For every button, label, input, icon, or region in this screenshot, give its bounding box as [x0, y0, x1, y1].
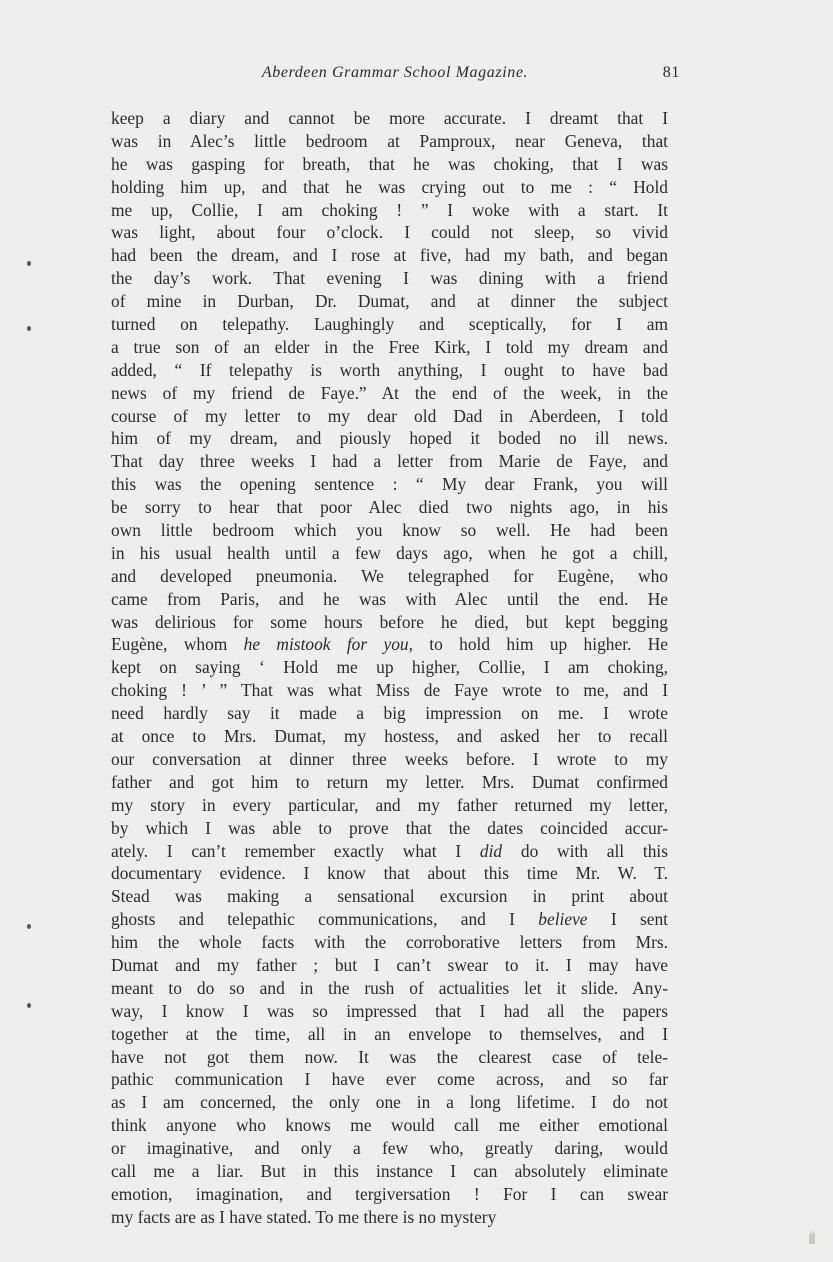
text-line [111, 1114, 668, 1137]
text-run: came from Paris, and he was with Alec until the end. He [111, 588, 668, 609]
margin-mark [27, 924, 31, 929]
text-run: him of my dream, and piously hoped it boded no ill news. [111, 428, 668, 449]
text-line [111, 450, 668, 473]
text-line [111, 1160, 668, 1183]
text-line [111, 679, 668, 702]
italic-phrase: believe [538, 909, 588, 930]
text-run: in his usual health until a few days ago, when he got a chill, [111, 542, 668, 563]
text-run: Dumat and my father ; but I can’t swear to it. I may have [111, 954, 668, 975]
text-line [111, 359, 668, 382]
text-line [111, 405, 668, 428]
running-head [110, 64, 680, 88]
text-run: choking ! ’ ” That was what Miss de Faye wrote to me, and I [111, 680, 668, 701]
text-run: call me a liar. But in this instance I can absolutely eliminate [111, 1160, 668, 1181]
text-line [111, 473, 668, 496]
text-run: as I am concerned, the only one in a long lifetime. I do not [111, 1092, 668, 1113]
text-line [111, 885, 668, 908]
text-run: documentary evidence. I know that about this time Mr. W. T. [111, 863, 668, 884]
text-run: was delirious for some hours before he died, but kept begging [111, 611, 668, 632]
text-line [111, 908, 668, 931]
text-line [111, 290, 668, 313]
text-line [111, 1206, 668, 1229]
margin-mark [27, 1003, 31, 1008]
text-line [111, 862, 668, 885]
text-line [111, 199, 668, 222]
text-run: course of my letter to my dear old Dad in Aberdeen, I told [111, 405, 668, 426]
text-run: Stead was making a sensational excursion in print about [111, 886, 668, 907]
text-run: and developed pneumonia. We telegraphed for Eugène, who [111, 565, 668, 586]
text-line [111, 840, 668, 863]
text-line [111, 588, 668, 611]
margin-mark [27, 326, 31, 331]
text-run: meant to do so and in the rush of actualities let it slide. Any- [111, 977, 668, 998]
text-run: think anyone who knows me would call me either emotional [111, 1115, 668, 1136]
text-run: news of my friend de Faye.” At the end of the week, in the [111, 382, 668, 403]
text-run: turned on telepathy. Laughingly and sceptically, for I am [111, 314, 668, 335]
text-run: Eugène, whom [111, 634, 244, 655]
text-line [111, 931, 668, 954]
text-line [111, 1068, 668, 1091]
text-line [111, 1137, 668, 1160]
text-line [111, 1046, 668, 1069]
text-run: my story in every particular, and my father returned my letter, [111, 794, 668, 815]
text-line [111, 107, 668, 130]
text-line [111, 954, 668, 977]
text-run: was in Alec’s little bedroom at Pamproux, near Geneva, that [111, 130, 668, 151]
text-line [111, 748, 668, 771]
text-run: pathic communication I have ever come across, and so far [111, 1069, 668, 1090]
text-run: our conversation at dinner three weeks before. I wrote to my [111, 748, 668, 769]
text-run: ghosts and telepathic communications, and I [111, 909, 539, 930]
text-line [111, 702, 668, 725]
text-run: me up, Collie, I am choking ! ” I woke with a start. It [111, 199, 668, 220]
italic-phrase: he mistook for you [243, 634, 409, 655]
body-text [111, 107, 668, 1229]
text-line [111, 542, 668, 565]
text-line [111, 130, 668, 153]
text-run: the day’s work. That evening I was dining with a friend [111, 268, 668, 289]
text-run: That day three weeks I had a letter from Marie de Faye, and [111, 451, 668, 472]
text-line [111, 313, 668, 336]
journal-title: Aberdeen Grammar School Magazine. [261, 64, 529, 81]
text-run: father and got him to return my letter. Mrs. Dumat confirmed [111, 771, 668, 792]
text-run: do with all this [502, 840, 668, 861]
text-line [111, 771, 668, 794]
text-run: or imaginative, and only a few who, greatly daring, would [111, 1138, 668, 1159]
text-run: by which I was able to prove that the dates coincided accur- [111, 817, 668, 838]
text-run: was light, about four o’clock. I could not sleep, so vivid [111, 222, 668, 243]
text-run: added, “ If telepathy is worth anything, I ought to have bad [111, 359, 668, 380]
text-line [111, 382, 668, 405]
text-line [111, 336, 668, 359]
text-run: , to hold him up higher. He [408, 634, 668, 655]
text-line [111, 427, 668, 450]
page-corner-mark [809, 1222, 815, 1244]
text-run: have not got them now. It was the clearest case of tele- [111, 1046, 668, 1067]
text-run: had been the dream, and I rose at five, had my bath, and began [111, 245, 668, 266]
text-line [111, 565, 668, 588]
text-run: him the whole facts with the corroborative letters from Mrs. [111, 932, 668, 953]
text-line [111, 221, 668, 244]
text-line [111, 267, 668, 290]
text-line [111, 153, 668, 176]
text-line [111, 977, 668, 1000]
text-run: way, I know I was so impressed that I had all the papers [111, 1000, 668, 1021]
text-line [111, 1183, 668, 1206]
italic-phrase: did [479, 840, 503, 861]
text-run: need hardly say it made a big impression on me. I wrote [111, 703, 668, 724]
text-line [111, 244, 668, 267]
margin-mark [27, 261, 31, 266]
text-run: this was the opening sentence : “ My dear Frank, you will [111, 474, 668, 495]
page-number: 81 [662, 64, 680, 81]
text-line [111, 817, 668, 840]
text-run: kept on saying ‘ Hold me up higher, Collie, I am choking, [111, 657, 668, 678]
text-run: I sent [587, 909, 668, 930]
text-run: keep a diary and cannot be more accurate. I dreamt that I [111, 108, 668, 128]
text-run: he was gasping for breath, that he was choking, that I was [111, 153, 668, 174]
text-line [111, 1091, 668, 1114]
text-line [111, 794, 668, 817]
text-run: be sorry to hear that poor Alec died two nights ago, in his [111, 497, 668, 518]
text-line [111, 611, 668, 634]
text-run: holding him up, and that he was crying out to me : “ Hold [111, 176, 668, 197]
text-line [111, 656, 668, 679]
text-run: my facts are as I have stated. To me there is no mystery [111, 1206, 497, 1227]
text-run: ately. I can’t remember exactly what I [111, 840, 480, 861]
text-line [111, 1023, 668, 1046]
text-line [111, 496, 668, 519]
text-line [111, 176, 668, 199]
text-run: together at the time, all in an envelope to themselves, and I [111, 1023, 668, 1044]
text-run: of mine in Durban, Dr. Dumat, and at dinner the subject [111, 291, 668, 312]
text-run: own little bedroom which you know so well. He had been [111, 520, 668, 541]
text-line [111, 519, 668, 542]
text-run: at once to Mrs. Dumat, my hostess, and asked her to recall [111, 726, 668, 747]
text-line [111, 725, 668, 748]
text-line [111, 1000, 668, 1023]
text-run: emotion, imagination, and tergiversation ! For I can swear [111, 1183, 668, 1204]
text-line [111, 633, 668, 656]
text-run: a true son of an elder in the Free Kirk, I told my dream and [111, 336, 668, 357]
